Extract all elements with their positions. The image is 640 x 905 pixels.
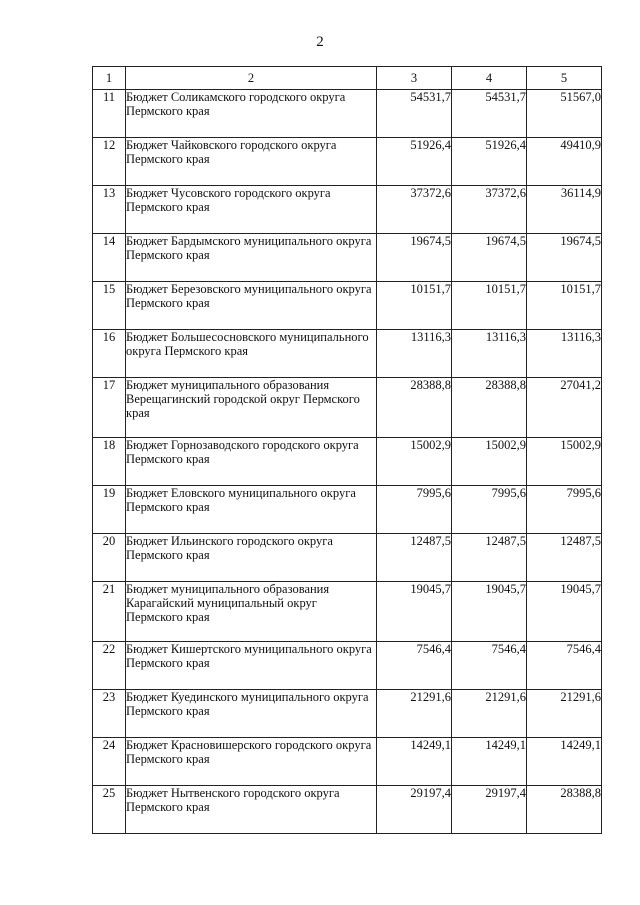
value-col-3: 51926,4 xyxy=(377,138,452,186)
table-row xyxy=(93,186,602,234)
row-number: 14 xyxy=(93,234,126,282)
value-col-3: 19674,5 xyxy=(377,234,452,282)
table-row xyxy=(93,786,602,834)
value-col-5: 21291,6 xyxy=(527,690,602,738)
budget-name: Бюджет Соликамского городского округа Пермского края xyxy=(126,90,377,138)
value-col-4: 19045,7 xyxy=(452,582,527,642)
budget-table xyxy=(92,66,602,834)
value-col-4: 7546,4 xyxy=(452,642,527,690)
row-number: 22 xyxy=(93,642,126,690)
table-row xyxy=(93,234,602,282)
value-col-3: 29197,4 xyxy=(377,786,452,834)
row-number: 25 xyxy=(93,786,126,834)
table-row xyxy=(93,582,602,642)
value-col-4: 12487,5 xyxy=(452,534,527,582)
row-number: 20 xyxy=(93,534,126,582)
column-header: 3 xyxy=(377,67,452,90)
column-header: 1 xyxy=(93,67,126,90)
value-col-3: 7995,6 xyxy=(377,486,452,534)
value-col-5: 19674,5 xyxy=(527,234,602,282)
value-col-4: 10151,7 xyxy=(452,282,527,330)
row-number: 13 xyxy=(93,186,126,234)
row-number: 15 xyxy=(93,282,126,330)
value-col-4: 19674,5 xyxy=(452,234,527,282)
value-col-5: 13116,3 xyxy=(527,330,602,378)
row-number: 18 xyxy=(93,438,126,486)
budget-name: Бюджет Чайковского городского округа Пермского края xyxy=(126,138,377,186)
value-col-4: 14249,1 xyxy=(452,738,527,786)
table-row xyxy=(93,438,602,486)
table-row xyxy=(93,642,602,690)
value-col-5: 7546,4 xyxy=(527,642,602,690)
budget-name: Бюджет Березовского муниципального округа Пермского края xyxy=(126,282,377,330)
value-col-4: 29197,4 xyxy=(452,786,527,834)
table-row xyxy=(93,330,602,378)
value-col-3: 37372,6 xyxy=(377,186,452,234)
table-row xyxy=(93,90,602,138)
budget-name: Бюджет Нытвенского городского округа Пермского края xyxy=(126,786,377,834)
value-col-3: 10151,7 xyxy=(377,282,452,330)
column-header: 4 xyxy=(452,67,527,90)
value-col-3: 12487,5 xyxy=(377,534,452,582)
value-col-3: 7546,4 xyxy=(377,642,452,690)
budget-name: Бюджет муниципального образования Верещагинский городской округ Пермского края xyxy=(126,378,377,438)
budget-name: Бюджет Чусовского городского округа Пермского края xyxy=(126,186,377,234)
value-col-5: 12487,5 xyxy=(527,534,602,582)
row-number: 12 xyxy=(93,138,126,186)
value-col-5: 7995,6 xyxy=(527,486,602,534)
value-col-4: 15002,9 xyxy=(452,438,527,486)
row-number: 16 xyxy=(93,330,126,378)
value-col-5: 27041,2 xyxy=(527,378,602,438)
value-col-5: 49410,9 xyxy=(527,138,602,186)
value-col-4: 21291,6 xyxy=(452,690,527,738)
value-col-5: 51567,0 xyxy=(527,90,602,138)
value-col-3: 15002,9 xyxy=(377,438,452,486)
value-col-4: 28388,8 xyxy=(452,378,527,438)
budget-name: Бюджет Большесосновского муниципального округа Пермского края xyxy=(126,330,377,378)
row-number: 19 xyxy=(93,486,126,534)
value-col-3: 14249,1 xyxy=(377,738,452,786)
budget-name: Бюджет Кишертского муниципального округа Пермского края xyxy=(126,642,377,690)
value-col-4: 7995,6 xyxy=(452,486,527,534)
value-col-4: 37372,6 xyxy=(452,186,527,234)
table-row xyxy=(93,138,602,186)
page-number: 2 xyxy=(316,34,324,50)
budget-name: Бюджет Горнозаводского городского округа Пермского края xyxy=(126,438,377,486)
row-number: 17 xyxy=(93,378,126,438)
value-col-3: 54531,7 xyxy=(377,90,452,138)
value-col-5: 19045,7 xyxy=(527,582,602,642)
budget-name: Бюджет Ильинского городского округа Пермского края xyxy=(126,534,377,582)
table-row xyxy=(93,282,602,330)
value-col-3: 13116,3 xyxy=(377,330,452,378)
value-col-5: 10151,7 xyxy=(527,282,602,330)
budget-name: Бюджет муниципального образования Карагайский муниципальный округ Пермского края xyxy=(126,582,377,642)
budget-name: Бюджет Красновишерского городского округа Пермского края xyxy=(126,738,377,786)
budget-name: Бюджет Бардымского муниципального округа Пермского края xyxy=(126,234,377,282)
table-row xyxy=(93,486,602,534)
column-header: 5 xyxy=(527,67,602,90)
budget-name: Бюджет Куединского муниципального округа Пермского края xyxy=(126,690,377,738)
value-col-4: 54531,7 xyxy=(452,90,527,138)
value-col-4: 13116,3 xyxy=(452,330,527,378)
table-row xyxy=(93,738,602,786)
table-header-row xyxy=(93,67,602,90)
value-col-5: 14249,1 xyxy=(527,738,602,786)
value-col-3: 21291,6 xyxy=(377,690,452,738)
table-row xyxy=(93,378,602,438)
table-row xyxy=(93,534,602,582)
row-number: 24 xyxy=(93,738,126,786)
value-col-3: 19045,7 xyxy=(377,582,452,642)
row-number: 11 xyxy=(93,90,126,138)
value-col-4: 51926,4 xyxy=(452,138,527,186)
column-header: 2 xyxy=(126,67,377,90)
value-col-5: 15002,9 xyxy=(527,438,602,486)
table-row xyxy=(93,690,602,738)
value-col-3: 28388,8 xyxy=(377,378,452,438)
value-col-5: 36114,9 xyxy=(527,186,602,234)
row-number: 21 xyxy=(93,582,126,642)
budget-name: Бюджет Еловского муниципального округа Пермского края xyxy=(126,486,377,534)
value-col-5: 28388,8 xyxy=(527,786,602,834)
row-number: 23 xyxy=(93,690,126,738)
